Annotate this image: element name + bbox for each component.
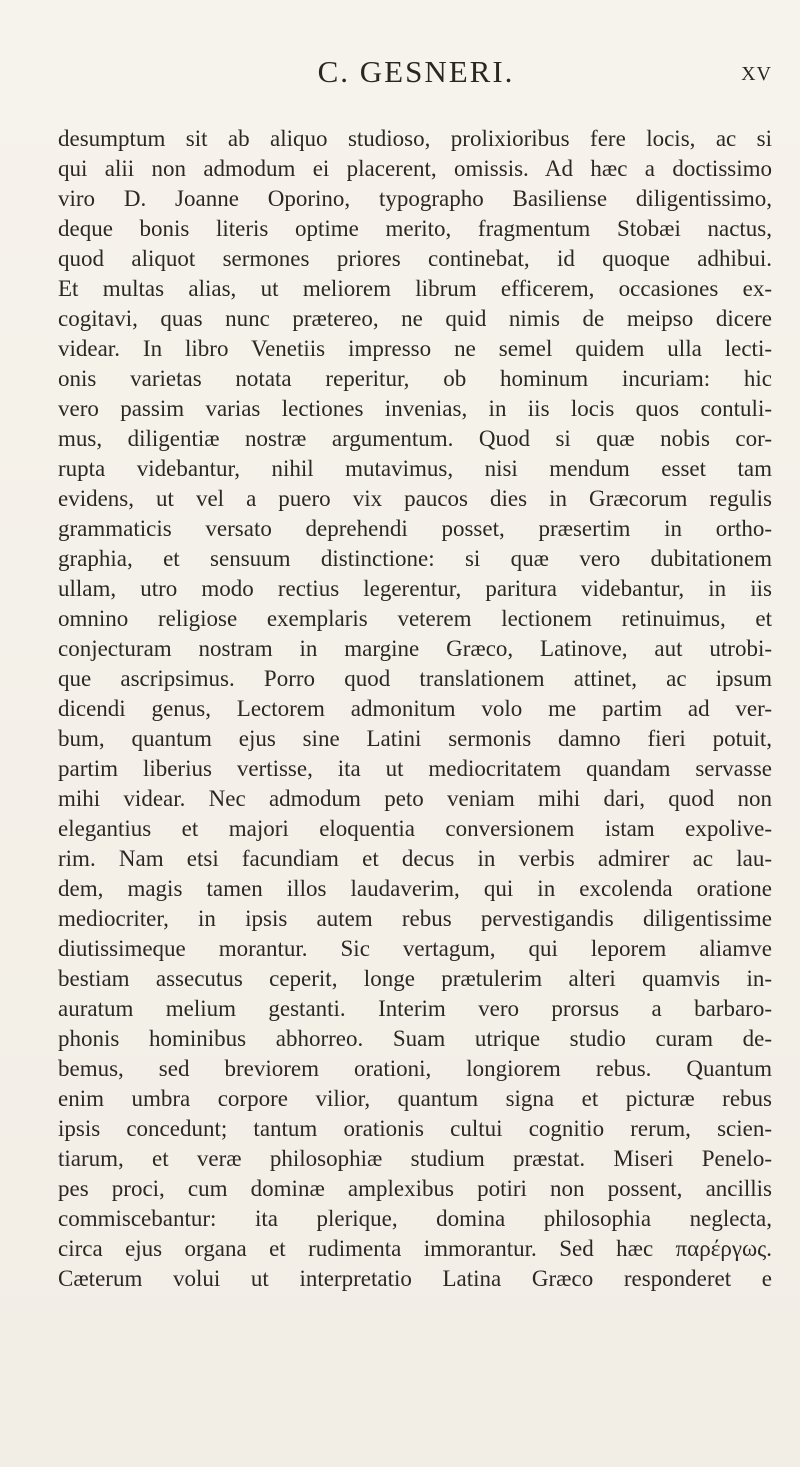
- text-line: Et multas alias, ut meliorem librum efficerem, occasiones ex-: [58, 276, 772, 301]
- text-line: videar. In libro Venetiis impresso ne semel quidem ulla lecti-: [58, 336, 772, 361]
- text-line: enim umbra corpore vilior, quantum signa et picturæ rebus: [58, 1086, 772, 1111]
- text-line: commiscebantur: ita plerique, domina philosophia neglecta,: [58, 1206, 772, 1231]
- text-line: mediocriter, in ipsis autem rebus pervestigandis diligentissime: [58, 906, 772, 931]
- text-line: ipsis concedunt; tantum orationis cultui cognitio rerum, scien-: [58, 1116, 772, 1141]
- running-head-title: C. GESNERI.: [317, 54, 515, 89]
- text-line: deque bonis literis optime merito, fragmentum Stobæi nactus,: [58, 216, 772, 241]
- text-line: graphia, et sensuum distinctione: si quæ vero dubitationem: [58, 546, 772, 571]
- text-line: mihi videar. Nec admodum peto veniam mihi dari, quod non: [58, 786, 772, 811]
- text-line: auratum melium gestanti. Interim vero prorsus a barbaro-: [58, 996, 772, 1021]
- text-line: mus, diligentiæ nostræ argumentum. Quod si quæ nobis cor-: [58, 426, 772, 451]
- text-line: evidens, ut vel a puero vix paucos dies in Græcorum regulis: [58, 486, 772, 511]
- text-line: bum, quantum ejus sine Latini sermonis damno fieri potuit,: [58, 726, 772, 751]
- text-line: dicendi genus, Lectorem admonitum volo me partim ad ver-: [58, 696, 772, 721]
- text-line: tiarum, et veræ philosophiæ studium præstat. Miseri Penelo-: [58, 1146, 772, 1171]
- text-line: phonis hominibus abhorreo. Suam utrique studio curam de-: [58, 1026, 772, 1051]
- text-line: quod aliquot sermones priores continebat, id quoque adhibui.: [58, 246, 772, 271]
- text-line: pes proci, cum dominæ amplexibus potiri non possent, ancillis: [58, 1176, 772, 1201]
- running-head: [60, 52, 772, 92]
- text-line: que ascripsimus. Porro quod translationem attinet, ac ipsum: [58, 666, 772, 691]
- text-line: viro D. Joanne Oporino, typographo Basiliense diligentissimo,: [58, 186, 772, 211]
- text-line: qui alii non admodum ei placerent, omissis. Ad hæc a doctissimo: [58, 156, 772, 181]
- text-line: ullam, utro modo rectius legerentur, paritura videbantur, in iis: [58, 576, 772, 601]
- text-line: diutissimeque morantur. Sic vertagum, qui leporem aliamve: [58, 936, 772, 961]
- text-line: desumptum sit ab aliquo studioso, prolixioribus fere locis, ac si: [58, 126, 772, 151]
- text-line: partim liberius vertisse, ita ut mediocritatem quandam servasse: [58, 756, 772, 781]
- text-line: bemus, sed breviorem orationi, longiorem rebus. Quantum: [58, 1056, 772, 1081]
- text-line: dem, magis tamen illos laudaverim, qui in excolenda oratione: [58, 876, 772, 901]
- page-folio: XV: [741, 63, 772, 85]
- text-line: bestiam assecutus ceperit, longe prætulerim alteri quamvis in-: [58, 966, 772, 991]
- text-line: grammaticis versato deprehendi posset, præsertim in ortho-: [58, 516, 772, 541]
- text-line: onis varietas notata reperitur, ob hominum incuriam: hic: [58, 366, 772, 391]
- text-line: elegantius et majori eloquentia conversionem istam expolive-: [58, 816, 772, 841]
- text-line: vero passim varias lectiones invenias, in iis locis quos contuli-: [58, 396, 772, 421]
- text-line: cogitavi, quas nunc prætereo, ne quid nimis de meipso dicere: [58, 306, 772, 331]
- body-text: [58, 124, 772, 1294]
- text-line: rupta videbantur, nihil mutavimus, nisi mendum esset tam: [58, 456, 772, 481]
- text-line: Cæterum volui ut interpretatio Latina Græco responderet e: [58, 1266, 772, 1291]
- text-line: conjecturam nostram in margine Græco, Latinove, aut utrobi-: [58, 636, 772, 661]
- text-line: circa ejus organa et rudimenta immorantur. Sed hæc παρέργως.: [58, 1236, 772, 1261]
- text-line: rim. Nam etsi facundiam et decus in verbis admirer ac lau-: [58, 846, 772, 871]
- text-line: omnino religiose exemplaris veterem lectionem retinuimus, et: [58, 606, 772, 631]
